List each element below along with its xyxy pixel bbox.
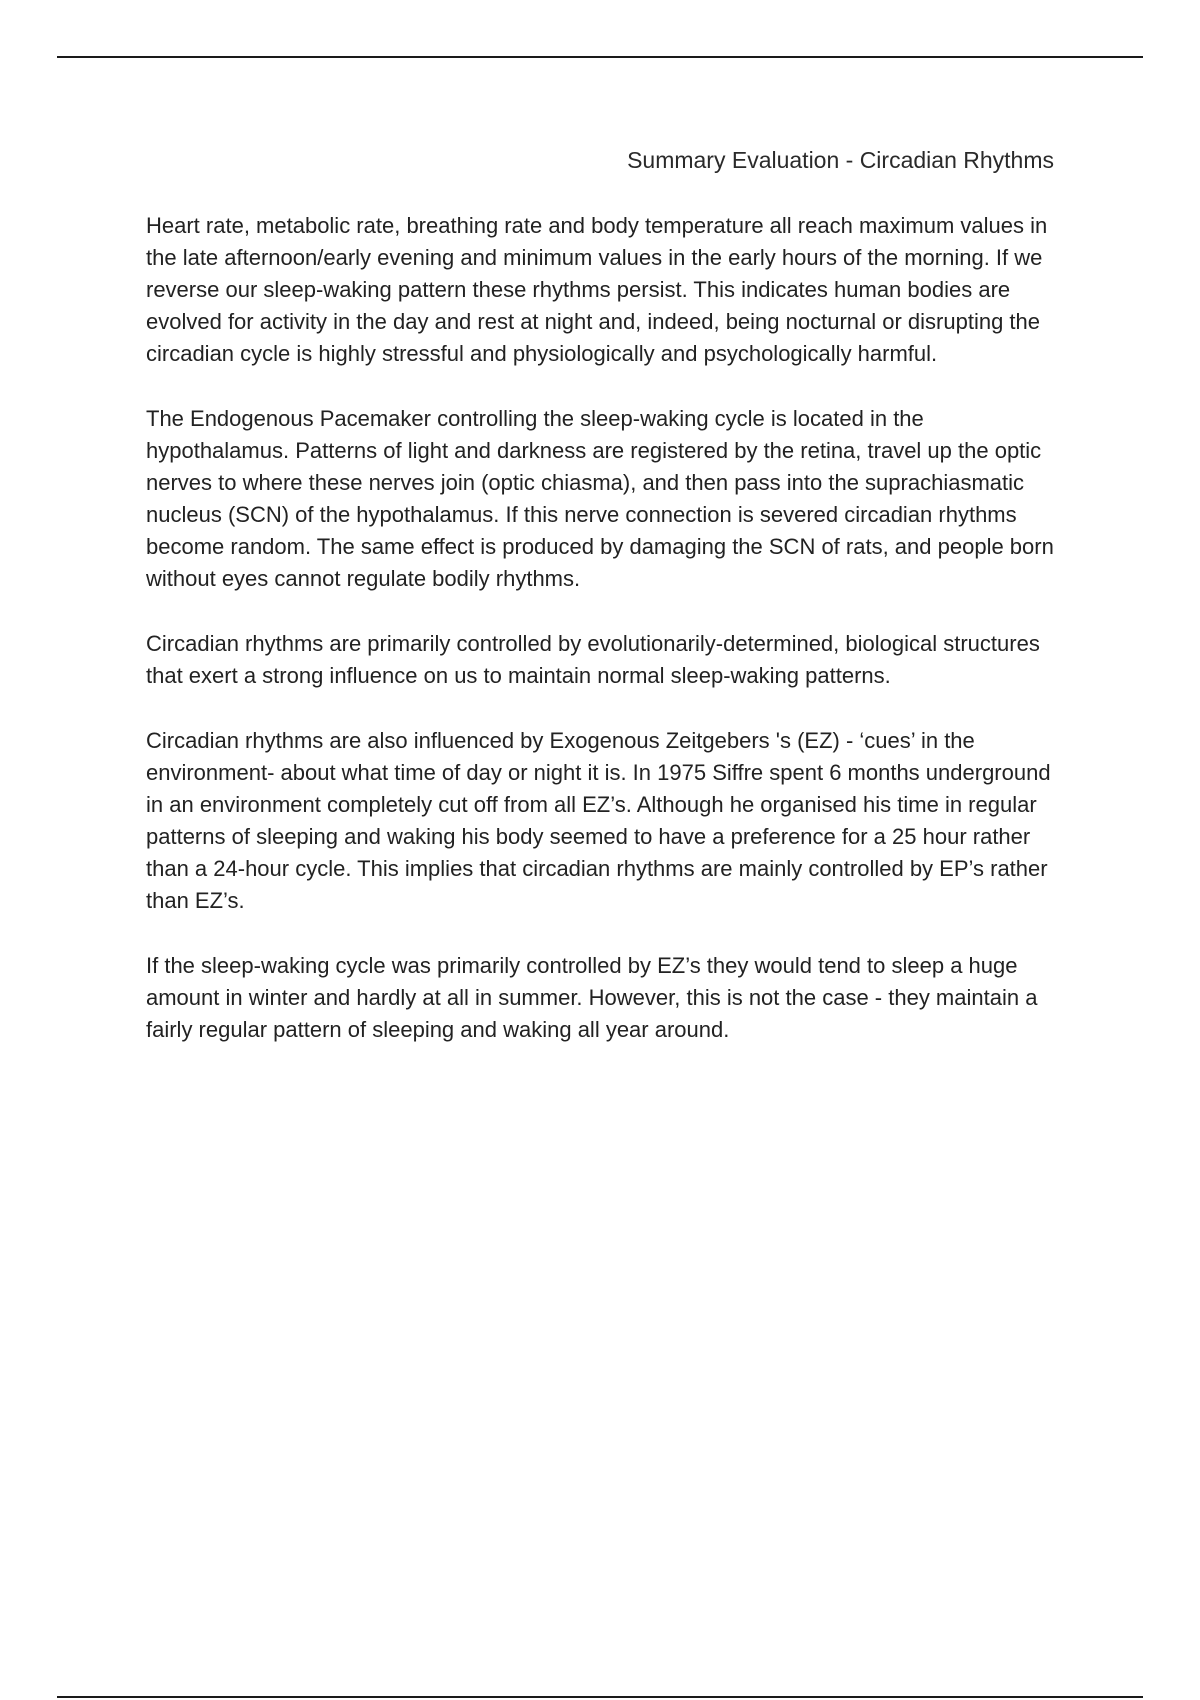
paragraph-physiological-rhythms: Heart rate, metabolic rate, breathing rate and body temperature all reach maximum values in the late afternoon/early evening and minimum values in the early hours of the morning. If we reverse our sleep-waking pattern these rhythms persist. This indicates human bodies are evolved for activity in the day and rest at night and, indeed, being nocturnal or disrupting the circadian cycle is highly stressful and physiologically and psychologically harmful. <box>146 213 1048 366</box>
paragraph-seasonal-argument: If the sleep-waking cycle was primarily controlled by EZ’s they would tend to sleep a huge amount in winter and hardly at all in summer. However, this is not the case - they maintain a fairly regular pattern of sleeping and waking all year around. <box>146 953 1038 1042</box>
bottom-divider <box>57 1696 1143 1698</box>
paragraph-endogenous-pacemaker: The Endogenous Pacemaker controlling the sleep-waking cycle is located in the hypothalamus. Patterns of light and darkness are registered by the retina, travel up the optic nerves to where these nerves join (optic chiasma), and then pass into the suprachiasmatic nucleus (SCN) of the hypothalamus. If this nerve connection is severed circadian rhythms become random. The same effect is produced by damaging the SCN of rats, and people born without eyes cannot regulate bodily rhythms. <box>146 406 1054 591</box>
top-divider <box>57 56 1143 58</box>
page-title: Summary Evaluation - Circadian Rhythms <box>627 147 1054 173</box>
document-body <box>146 210 1066 1079</box>
paragraph-exogenous-zeitgebers: Circadian rhythms are also influenced by Exogenous Zeitgebers 's (EZ) - ‘cues’ in the environment- about what time of day or night it is. In 1975 Siffre spent 6 months underground in an environment completely cut off from all EZ’s. Although he organised his time in regular patterns of sleeping and waking his body seemed to have a preference for a 25 hour rather than a 24-hour cycle. This implies that circadian rhythms are mainly controlled by EP’s rather than EZ’s. <box>146 728 1051 913</box>
paragraph-biological-control: Circadian rhythms are primarily controlled by evolutionarily-determined, biological structures that exert a strong influence on us to maintain normal sleep-waking patterns. <box>146 631 1040 688</box>
